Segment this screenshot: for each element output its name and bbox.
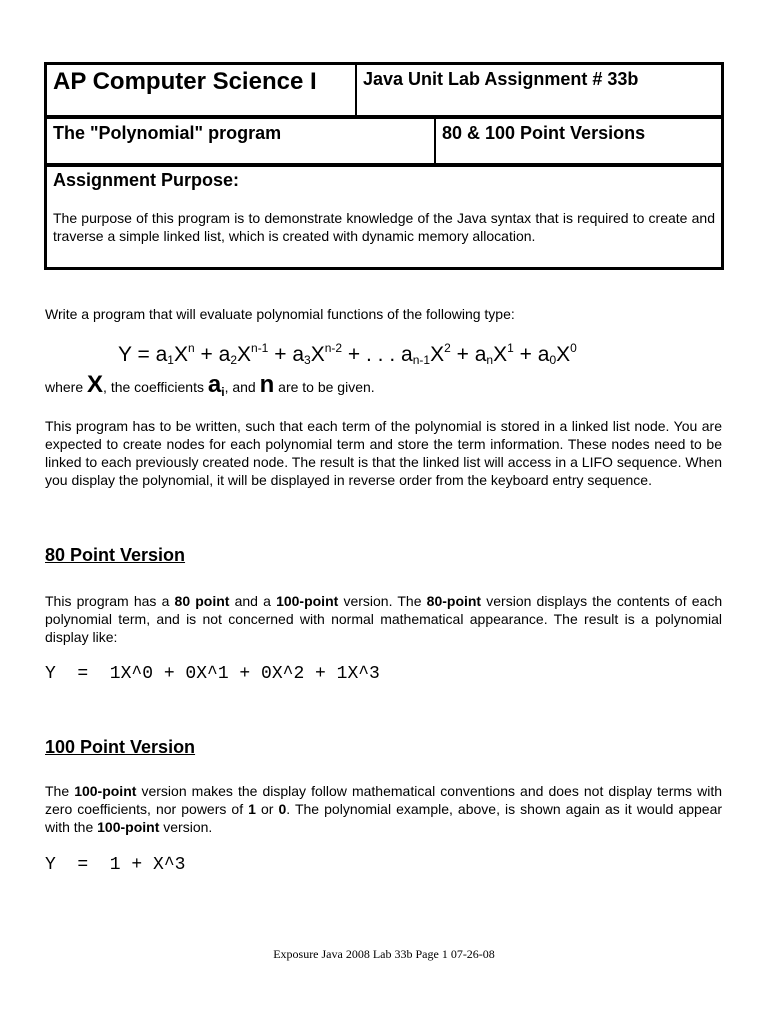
section-100-paragraph: The 100-point version makes the display follow mathematical conventions and does not display terms with zero coefficients, nor powers of 1 or 0. The polynomial example, above, is shown again as it would appear with the 100-point version. [45, 783, 723, 835]
points-title: 80 & 100 Point Versions [442, 123, 646, 143]
where-line: where X, the coefficients $a_i$, and n are to be given. [45, 371, 375, 399]
polynomial-formula: $Y = a_1X^n + a_2X^{n-1} + a_3X^{n-2}$ + . . . $a_{n-1}X^2 + a_nX^1 + a_0X^0$ [118, 341, 577, 367]
section-80-code: Y = 1X^0 + 0X^1 + 0X^2 + 1X^3 [45, 664, 380, 684]
program-cell [44, 116, 436, 166]
purpose-heading: Assignment Purpose: [53, 170, 240, 190]
purpose-cell [44, 164, 724, 270]
intro-paragraph: Write a program that will evaluate polynomial functions of the following type: [45, 306, 515, 322]
purpose-text: The purpose of this program is to demonstrate knowledge of the Java syntax that is required to create and traverse a simple linked list, which is created with dynamic memory allocation. [53, 210, 715, 244]
assignment-header-table [44, 62, 724, 270]
section-100-title: 100 Point Version [45, 737, 196, 757]
course-title: AP Computer Science I [53, 68, 317, 95]
page-footer: Exposure Java 2008 Lab 33b Page 1 07-26-08 [273, 947, 495, 961]
linked-list-paragraph: This program has to be written, such that each term of the polynomial is stored in a linked list node. You are expected to create nodes for each polynomial term and store the term information. These nodes need to be linked to each previously created node. The result is that the linked list will access in a LIFO sequence. When you display the polynomial, it will be displayed in reverse order from the keyboard entry sequence. [45, 418, 722, 488]
section-100-code: Y = 1 + X^3 [45, 855, 186, 875]
points-cell [434, 116, 724, 166]
section-80-title: 80 Point Version [45, 545, 186, 565]
course-cell [44, 62, 357, 118]
lab-cell [355, 62, 724, 118]
program-title: The "Polynomial" program [53, 123, 282, 143]
section-80-paragraph: This program has a 80 point and a 100-point version. The 80-point version displays the contents of each polynomial term, and is not concerned with normal mathematical appearance. The result is a polynomial display like: [45, 593, 723, 645]
lab-title: Java Unit Lab Assignment # 33b [363, 69, 639, 89]
